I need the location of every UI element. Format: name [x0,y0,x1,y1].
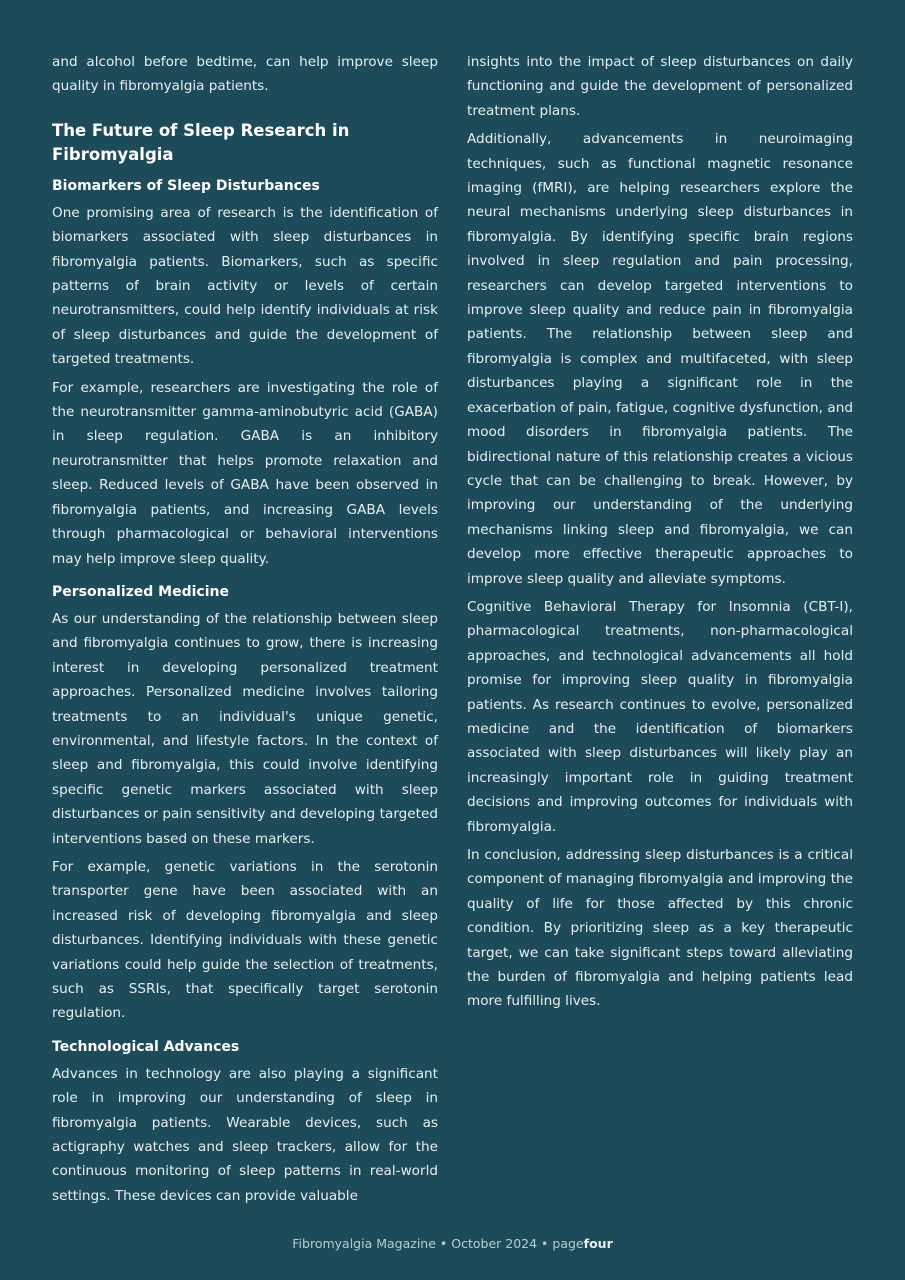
left-column [52,50,438,1212]
intro-tail-paragraph: and alcohol before bedtime, can help improve sleep quality in fibromyalgia patients. [52,54,438,95]
paragraph: Additionally, advancements in neuroimaging techniques, such as functional magnetic resonance imaging (fMRI), are helping researchers explore the neural mechanisms underlying sleep disturbances in fibromyalgia. By identifying specific brain regions involved in sleep regulation and pain processing, researchers can develop targeted interventions to improve sleep quality and reduce pain in fibromyalgia patients. The relationship between sleep and fibromyalgia is complex and multifaceted, with sleep disturbances playing a significant role in the exacerbation of pain, fatigue, cognitive dysfunction, and mood disorders in fibromyalgia patients. The bidirectional nature of this relationship creates a vicious cycle that can be challenging to break. However, by improving our understanding of the underlying mechanisms linking sleep and fibromyalgia, we can develop more effective therapeutic approaches to improve sleep quality and alleviate symptoms. [467,131,853,587]
paragraph: insights into the impact of sleep disturbances on daily functioning and guide the development of personalized treatment plans. [467,54,853,119]
page-label [552,1236,612,1251]
separator: • [439,1236,448,1251]
page-prefix: page [552,1236,584,1251]
subheading-personalized-medicine: Personalized Medicine [52,583,229,600]
right-column [467,50,853,1018]
paragraph: In conclusion, addressing sleep disturbances is a critical component of managing fibromyalgia and improving the quality of life for those affected by this chronic condition. By prioritizing sleep as a key therapeutic target, we can take significant steps toward alleviating the burden of fibromyalgia and helping patients lead more fulfilling lives. [467,847,853,1010]
paragraph: For example, genetic variations in the serotonin transporter gene have been associated with an increased risk of developing fibromyalgia and sleep disturbances. Identifying individuals with these genetic variations could help guide the selection of treatments, such as SSRIs, that specifically target serotonin regulation. [52,858,438,1022]
paragraph: One promising area of research is the identification of biomarkers associated with sleep disturbances in fibromyalgia patients. Biomarkers, such as specific patterns of brain activity or levels of certain neurotransmitters, could help identify individuals at risk of sleep disturbances and guide the development of targeted treatments. [52,204,438,368]
publication-name: Fibromyalgia Magazine [292,1236,436,1251]
subheading-technological-advances: Technological Advances [52,1038,240,1055]
paragraph: As our understanding of the relationship between sleep and fibromyalgia continues to grow, there is increasing interest in developing personalized treatment approaches. Personalized medicine involves tailoring treatments to an individual's unique genetic, environmental, and lifestyle factors. In the context of sleep and fibromyalgia, this could involve identifying specific genetic markers associated with sleep disturbances or pain sensitivity and developing targeted interventions based on these markers. [52,610,438,847]
paragraph: Cognitive Behavioral Therapy for Insomnia (CBT-I), pharmacological treatments, non-pharmacological approaches, and technological advancements all hold promise for improving sleep quality in fibromyalgia patients. As research continues to evolve, personalized medicine and the identification of biomarkers associated with sleep disturbances will likely play an increasingly important role in guiding treatment decisions and improving outcomes for individuals with fibromyalgia. [467,598,853,835]
paragraph: Advances in technology are also playing a significant role in improving our understanding of sleep in fibromyalgia patients. Wearable devices, such as actigraphy watches and sleep trackers, allow for the continuous monitoring of sleep patterns in real-world settings. These devices can provide valuable [52,1065,438,1204]
page-number: four [583,1236,613,1251]
section-title: The Future of Sleep Research in Fibromyalgia [52,120,350,164]
issue-date: October 2024 [451,1236,538,1251]
paragraph: For example, researchers are investigating the role of the neurotransmitter gamma-aminobutyric acid (GABA) in sleep regulation. GABA is an inhibitory neurotransmitter that helps promote relaxation and sleep. Reduced levels of GABA have been observed in fibromyalgia patients, and increasing GABA levels through pharmacological or behavioral interventions may help improve sleep quality. [52,379,438,567]
separator: • [541,1236,549,1251]
page-footer [0,1236,905,1251]
subheading-biomarkers: Biomarkers of Sleep Disturbances [52,177,320,194]
